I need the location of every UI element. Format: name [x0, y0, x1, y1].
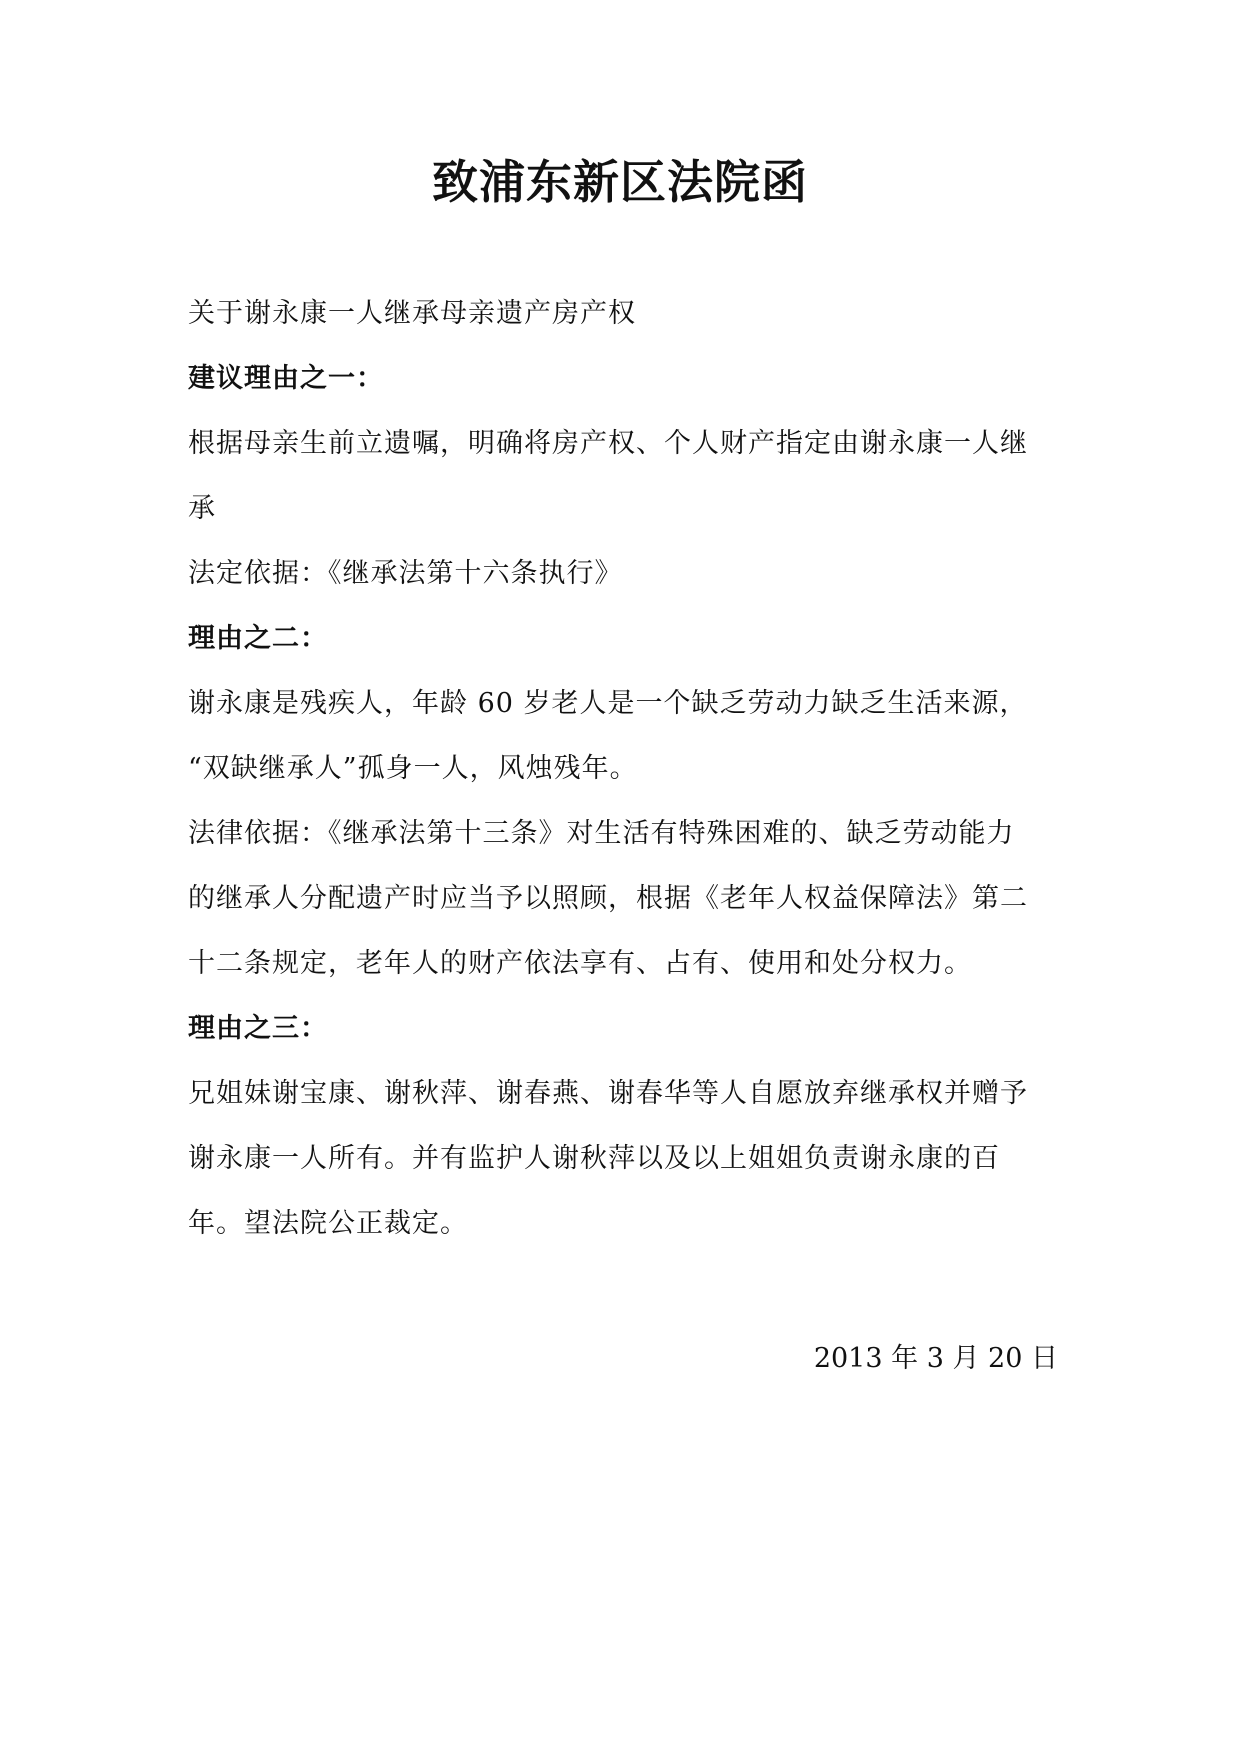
reason2-line-1: 谢永康是残疾人，年龄 60 岁老人是一个缺乏劳动力缺乏生活来源， — [188, 688, 1028, 719]
reason1-heading: 建议理由之一： — [188, 363, 384, 394]
reason2-basis-line-3: 十二条规定，老年人的财产依法享有、占有、使用和处分权力。 — [188, 948, 972, 979]
reason1-line-2: 承 — [188, 493, 216, 524]
reason1-basis: 法定依据：《继承法第十六条执行》 — [188, 558, 623, 589]
reason3-line-3: 年。望法院公正裁定。 — [188, 1208, 468, 1239]
reason3-heading: 理由之三： — [188, 1013, 328, 1044]
reason1-line-1: 根据母亲生前立遗嘱，明确将房产权、个人财产指定由谢永康一人继 — [188, 428, 1028, 459]
subject-line: 关于谢永康一人继承母亲遗产房产权 — [188, 298, 636, 329]
reason2-line-2: “双缺继承人”孤身一人，风烛残年。 — [188, 753, 638, 784]
reason2-basis-line-2: 的继承人分配遗产时应当予以照顾，根据《老年人权益保障法》第二 — [188, 883, 1028, 914]
letter-date: 2013 年 3 月 20 日 — [813, 1343, 1058, 1374]
reason2-basis-line-1: 法律依据：《继承法第十三条》对生活有特殊困难的、缺乏劳动能力 — [188, 818, 1015, 849]
reason3-line-1: 兄姐妹谢宝康、谢秋萍、谢春燕、谢春华等人自愿放弃继承权并赠予 — [188, 1078, 1028, 1109]
reason3-line-2: 谢永康一人所有。并有监护人谢秋萍以及以上姐姐负责谢永康的百 — [188, 1143, 1000, 1174]
reason2-heading: 理由之二： — [188, 623, 328, 654]
page-title: 致浦东新区法院函 — [432, 155, 808, 209]
